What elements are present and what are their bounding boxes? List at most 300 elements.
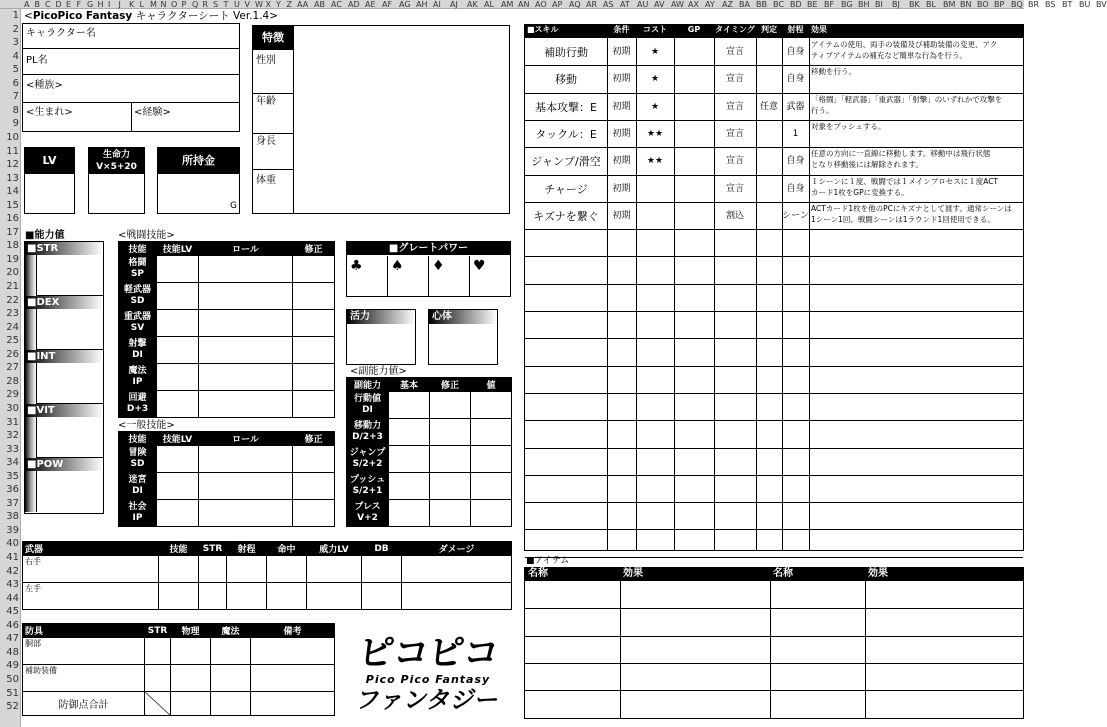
item-header-cell: 名称 [528,568,548,579]
column-letter[interactable]: BB [756,0,767,9]
skill-name-cell [119,473,157,500]
sub-ability-input[interactable] [389,392,430,419]
column-letter[interactable]: AF [382,0,393,9]
table-header-cell: 射程 [227,542,267,556]
row-number[interactable]: 18 [6,240,19,252]
column-letter[interactable]: BJ [892,0,900,9]
row-number[interactable]: 14 [6,186,19,198]
great-power-cell[interactable] [429,256,470,296]
item-row[interactable] [525,636,1023,637]
sub-ability-input[interactable] [389,500,430,527]
ability-side-gradient [25,309,36,350]
item-row[interactable] [525,690,1023,691]
column-letter[interactable]: T [223,0,229,9]
column-letter[interactable]: K [129,0,135,9]
column-letter[interactable]: AZ [722,0,733,9]
item-header-cell: 効果 [623,568,643,579]
table-header-cell: 値 [471,378,512,392]
weapon-input-cell[interactable] [199,583,227,610]
skill-input-cell[interactable] [293,283,335,310]
armor-input-cell[interactable] [251,665,335,692]
skill-condition: 初期 [612,101,631,112]
armor-total-label: 防御点合計 [23,692,145,716]
skill-name: 社会 [128,502,147,512]
column-letter[interactable]: BR [1028,0,1040,9]
ability-label: ■POW [25,458,103,471]
column-letter[interactable]: AQ [569,0,581,9]
row-number[interactable]: 13 [6,172,19,184]
weapon-input-cell[interactable] [159,556,199,583]
row-number[interactable]: 25 [6,335,19,347]
row-number[interactable]: 11 [6,145,19,157]
column-letter[interactable]: Y [276,0,281,9]
traits-header: 特徴 [253,26,293,50]
row-number[interactable]: 27 [6,362,19,374]
column-letter[interactable]: N [160,0,167,9]
skill-input-cell[interactable] [199,256,293,283]
table-header-cell: 副能力 [347,378,389,392]
skill-input-cell[interactable] [293,473,335,500]
skill-stat: DI [132,350,143,360]
row-number[interactable]: 34 [6,457,19,469]
column-letter[interactable]: P [181,0,187,9]
hp-label-line1: 生命力 [102,150,130,160]
skill-row[interactable] [525,557,1023,558]
weapon-input-cell[interactable] [267,556,307,583]
item-col-divider [865,568,866,718]
skill-effect-line: となり移動後には解除されます。 [811,160,923,170]
race-field[interactable]: <種族> [26,80,63,91]
column-letter[interactable]: D [55,0,62,9]
item-col-divider [770,568,771,718]
row-number[interactable]: 35 [6,470,19,482]
armor-input-cell[interactable] [211,638,251,665]
row-number[interactable]: 23 [6,308,19,320]
weapon-input-cell[interactable] [307,556,362,583]
row-number[interactable]: 21 [6,281,19,292]
row-number[interactable]: 8 [12,104,19,116]
skill-input-cell[interactable] [199,283,293,310]
great-power-cell[interactable] [388,256,429,296]
row-number[interactable]: 30 [6,402,19,414]
column-letter[interactable]: BH [858,0,870,9]
column-letter[interactable]: Z [286,0,292,9]
row-number[interactable]: 5 [12,64,19,76]
skill-input-cell[interactable] [157,391,199,418]
skill-row[interactable] [525,529,1023,530]
row-number[interactable]: 9 [12,118,19,130]
column-letter[interactable]: AN [518,0,530,9]
row-number[interactable]: 32 [6,430,19,442]
weapon-input-cell[interactable] [307,583,362,610]
row-number[interactable]: 22 [6,294,19,306]
row-number[interactable]: 39 [6,524,19,536]
column-letter[interactable]: BA [739,0,750,9]
suit-icon: ♦ [432,258,445,274]
skill-row[interactable] [525,366,1023,367]
sub-ability-input[interactable] [389,446,430,473]
skill-input-cell[interactable] [157,500,199,527]
armor-input-cell[interactable] [251,638,335,665]
column-letter[interactable]: AW [671,0,684,9]
armor-total-input[interactable] [251,692,335,716]
row-number[interactable]: 28 [6,375,19,387]
column-letter[interactable]: S [213,0,219,9]
column-letter[interactable]: R [202,0,209,9]
column-letter[interactable]: O [171,0,178,9]
column-letter[interactable]: A [24,0,30,9]
column-letter[interactable]: BP [994,0,1005,9]
column-letter[interactable]: BK [909,0,920,9]
great-power-cell[interactable] [470,256,511,296]
sub-ability-input[interactable] [389,419,430,446]
weapon-slot-label: 右手 [25,557,41,566]
table-header-cell: 修正 [293,432,335,446]
logo-en: Pico Pico Fantasy [365,673,491,686]
skill-effect-line: 任意の方向に一直線に移動します。移動中は飛行状態 [811,149,991,159]
sub-ability-name-cell [347,500,389,527]
skill-input-cell[interactable] [157,310,199,337]
items-section [524,567,1024,719]
row-number[interactable]: 7 [12,91,19,103]
row-number[interactable]: 1 [12,10,19,21]
column-letter[interactable]: V [244,0,250,9]
skill-timing: 宣言 [725,101,744,112]
row-number[interactable]: 6 [12,77,19,89]
player-name-field[interactable]: PL名 [26,55,48,66]
weapon-input-cell[interactable] [227,583,267,610]
column-letter[interactable]: AH [416,0,428,9]
row-number[interactable]: 47 [6,633,19,645]
column-letter[interactable]: AT [620,0,630,9]
column-letter[interactable]: BM [943,0,956,9]
skill-input-cell[interactable] [157,337,199,364]
character-name-field[interactable]: キャラクター名 [26,28,96,39]
column-letter[interactable]: AD [348,0,360,9]
column-letter[interactable]: H [97,0,104,9]
column-letter[interactable]: AG [399,0,411,9]
column-letter[interactable]: X [265,0,271,9]
skill-input-cell[interactable] [293,391,335,418]
skill-row[interactable] [525,502,1023,503]
skill-input-cell[interactable] [293,446,335,473]
column-letter[interactable]: BL [926,0,936,9]
sub-ability-input[interactable] [471,419,512,446]
skill-input-cell[interactable] [199,500,293,527]
row-number[interactable]: 41 [6,552,19,563]
column-letter[interactable]: AJ [450,0,458,9]
item-row[interactable] [525,608,1023,609]
skill-input-cell[interactable] [293,337,335,364]
skill-row[interactable] [525,420,1023,421]
skill-stat: SD [130,296,145,306]
weapon-input-cell[interactable] [267,583,307,610]
experience-field[interactable]: <経験> [134,107,171,118]
sub-ability-input[interactable] [471,392,512,419]
sub-ability-input[interactable] [430,446,471,473]
skill-input-cell[interactable] [157,446,199,473]
row-number[interactable]: 4 [12,50,19,62]
column-letter[interactable]: BE [807,0,818,9]
row-number[interactable]: 48 [6,646,19,658]
column-letter[interactable]: AR [586,0,598,9]
sub-ability-input[interactable] [430,473,471,500]
row-number[interactable]: 20 [6,267,19,279]
skill-effect-line: 1シーン1回、戦闘シーンは1ラウンド1回使用できる。 [811,214,995,224]
column-letter[interactable]: AI [433,0,441,9]
armor-slot-cell[interactable] [23,665,145,692]
sub-ability-input[interactable] [389,473,430,500]
row-number[interactable]: 12 [6,159,19,171]
table-header-cell: 命中 [267,542,307,556]
row-number[interactable]: 15 [6,199,19,211]
row-number[interactable]: 42 [6,565,19,577]
table-header-cell: ダメージ [402,542,512,556]
row-number[interactable]: 24 [6,321,19,333]
column-letter[interactable]: J [118,0,121,9]
row-number[interactable]: 31 [6,416,19,428]
skill-row[interactable] [525,338,1023,339]
row-number[interactable]: 33 [6,443,19,455]
row-number[interactable]: 40 [6,538,19,550]
skill-input-cell[interactable] [293,256,335,283]
skill-effect-line: アイテムの使用、両手の装備及び補助装備の変更、アク [811,40,998,49]
skill-input-cell[interactable] [157,256,199,283]
weapon-input-cell[interactable] [402,556,512,583]
column-letter[interactable]: BF [824,0,835,9]
skill-input-cell[interactable] [157,283,199,310]
row-number[interactable]: 26 [6,348,19,360]
weapon-input-cell[interactable] [199,556,227,583]
table-header-cell: 防具 [23,624,145,638]
row-number[interactable]: 52 [6,701,19,713]
armor-slot-cell[interactable] [23,638,145,665]
column-letter[interactable]: G [87,0,94,9]
column-letter[interactable]: BS [1045,0,1056,9]
general-skills-table [118,431,335,527]
column-letter[interactable]: U [234,0,240,9]
column-letter[interactable]: AX [688,0,699,9]
skill-name: 回避 [128,393,147,403]
title-brand: PicoPico Fantasy [32,10,133,22]
skill-input-cell[interactable] [199,391,293,418]
column-letter[interactable]: C [45,0,51,9]
column-letter[interactable]: AO [535,0,547,9]
sub-ability-name: 移動力 [353,421,381,431]
suit-icon: ♥ [473,258,486,274]
ability-value-box[interactable] [36,363,103,404]
skill-condition: 初期 [612,74,631,85]
skill-input-cell[interactable] [293,364,335,391]
item-row[interactable] [525,718,1023,719]
sub-ability-input[interactable] [471,500,512,527]
skill-condition: 初期 [612,47,631,57]
skill-input-cell[interactable] [199,310,293,337]
ability-value-box[interactable] [36,417,103,458]
ability-value-box[interactable] [36,255,103,296]
sub-ability-formula: S/2+2 [352,459,383,469]
skill-condition: 初期 [612,183,631,194]
row-number[interactable]: 38 [6,511,19,523]
row-number[interactable]: 19 [6,253,19,265]
item-header-cell: 名称 [773,568,793,579]
skill-row[interactable] [525,256,1023,257]
sub-ability-name: 行動値 [353,394,381,404]
skill-cost: ★ [650,101,660,112]
ability-label: ■VIT [25,404,103,417]
column-letter[interactable]: AP [552,0,563,9]
column-letter[interactable]: BC [773,0,784,9]
sub-ability-input[interactable] [430,392,471,419]
great-power-suits [347,256,510,296]
ability-side-gradient [25,363,36,404]
weapon-input-cell[interactable] [402,583,512,610]
skill-effect-line: ティブアイテムの補充など簡単な行為を行う。 [811,51,967,60]
skill-range: 武器 [786,101,805,112]
skill-input-cell[interactable] [199,364,293,391]
weapon-input-cell[interactable] [362,583,402,610]
row-number[interactable]: 36 [6,484,19,496]
skill-name: ジャンプ/滑空 [531,155,601,169]
ability-value-box[interactable] [36,309,103,350]
skill-condition: 初期 [612,128,631,139]
skill-input-cell[interactable] [157,473,199,500]
column-letter[interactable]: AK [467,0,478,9]
skill-row[interactable] [525,475,1023,476]
skill-name-cell [119,283,157,310]
column-letter[interactable]: BO [977,0,989,9]
trait-gender: 性別 [256,55,276,66]
item-row[interactable] [525,663,1023,664]
skill-input-cell[interactable] [293,500,335,527]
row-number[interactable]: 16 [6,213,19,225]
armor-input-cell[interactable] [145,665,171,692]
row-number[interactable]: 2 [12,23,19,35]
abilities-list [25,242,103,513]
column-letter[interactable]: AB [314,0,325,9]
armor-input-cell[interactable] [145,638,171,665]
column-letter[interactable]: B [34,0,40,9]
column-letter[interactable]: AC [331,0,342,9]
table-header-cell: 物理 [171,624,211,638]
row-number[interactable]: 49 [6,660,19,672]
row-number[interactable]: 3 [12,37,19,49]
armor-slot-label: 胴部 [25,639,41,648]
column-letter[interactable]: BN [960,0,972,9]
column-letter[interactable]: BG [841,0,853,9]
column-letter[interactable]: E [66,0,72,9]
great-power-cell[interactable] [347,256,388,296]
column-letter[interactable]: F [76,0,82,9]
table-header-cell: 修正 [293,242,335,256]
column-letter[interactable]: BQ [1011,0,1023,9]
column-letter[interactable]: I [108,0,111,9]
skill-row[interactable] [525,311,1023,312]
column-letter[interactable]: AA [297,0,309,9]
ability-label: ■STR [25,242,103,255]
row-number[interactable]: 37 [6,497,19,509]
weapon-slot-cell[interactable] [23,556,159,583]
sub-ability-name-cell [347,419,389,446]
table-header-cell: 技能 [119,432,157,446]
trait-age: 年齢 [256,96,276,107]
column-letter[interactable]: AL [484,0,494,9]
column-letter[interactable]: AM [501,0,514,9]
weapon-input-cell[interactable] [227,556,267,583]
armor-total-input[interactable] [171,692,211,716]
skill-row[interactable] [525,448,1023,449]
skill-input-cell[interactable] [199,473,293,500]
row-number[interactable]: 10 [6,131,19,143]
skill-range: 自身 [786,156,805,167]
skill-row[interactable] [525,393,1023,394]
row-number[interactable]: 17 [6,226,19,238]
armor-input-cell[interactable] [171,638,211,665]
ability-label: ■INT [25,350,103,363]
skill-name-cell [119,391,157,418]
armor-input-cell[interactable] [171,665,211,692]
skill-input-cell[interactable] [293,310,335,337]
column-letter[interactable]: M [150,0,157,9]
row-number[interactable]: 29 [6,389,19,401]
skill-row [525,175,1023,176]
column-letter[interactable]: AY [705,0,715,9]
column-letter[interactable]: AS [603,0,614,9]
weapon-input-cell[interactable] [362,556,402,583]
sub-ability-input[interactable] [471,446,512,473]
column-letter[interactable]: L [139,0,144,9]
column-letter[interactable]: AU [637,0,649,9]
skill-timing: 宣言 [725,47,744,57]
skill-effect-line: 対象をプッシュする。 [811,121,886,131]
column-letter[interactable]: BI [875,0,883,9]
weapon-slot-cell[interactable] [23,583,159,610]
row-number[interactable]: 44 [6,592,19,604]
vitality-label: 活力 [347,310,415,324]
column-letter[interactable]: AE [365,0,376,9]
column-letter[interactable]: Q [192,0,199,9]
column-letter[interactable]: BT [1062,0,1073,9]
skill-input-cell[interactable] [199,337,293,364]
row-number[interactable]: 43 [6,579,19,591]
column-letter[interactable]: W [255,0,263,9]
row-number[interactable]: 51 [6,687,19,699]
ability-value-box[interactable] [36,471,103,512]
column-letter[interactable]: BV [1096,0,1107,9]
birth-field[interactable]: <生まれ> [26,107,73,118]
column-letter[interactable]: BU [1079,0,1091,9]
sub-ability-input[interactable] [430,419,471,446]
row-number[interactable]: 50 [6,673,19,685]
column-letter[interactable]: AV [654,0,665,9]
skill-row [525,120,1023,121]
column-letter[interactable]: BD [790,0,802,9]
table-header-cell: 技能LV [157,242,199,256]
armor-input-cell[interactable] [211,665,251,692]
sub-ability-input[interactable] [471,473,512,500]
sub-ability-input[interactable] [430,500,471,527]
skill-input-cell[interactable] [157,364,199,391]
row-number[interactable]: 45 [6,606,19,618]
skill-name: 迷宮 [128,475,147,485]
lv-label: LV [25,148,74,174]
skill-input-cell[interactable] [199,446,293,473]
skill-row[interactable] [525,284,1023,285]
weapon-input-cell[interactable] [159,583,199,610]
row-number[interactable]: 46 [6,619,19,631]
skill-header-cell: タイミング [715,25,755,34]
armor-total-input[interactable] [211,692,251,716]
